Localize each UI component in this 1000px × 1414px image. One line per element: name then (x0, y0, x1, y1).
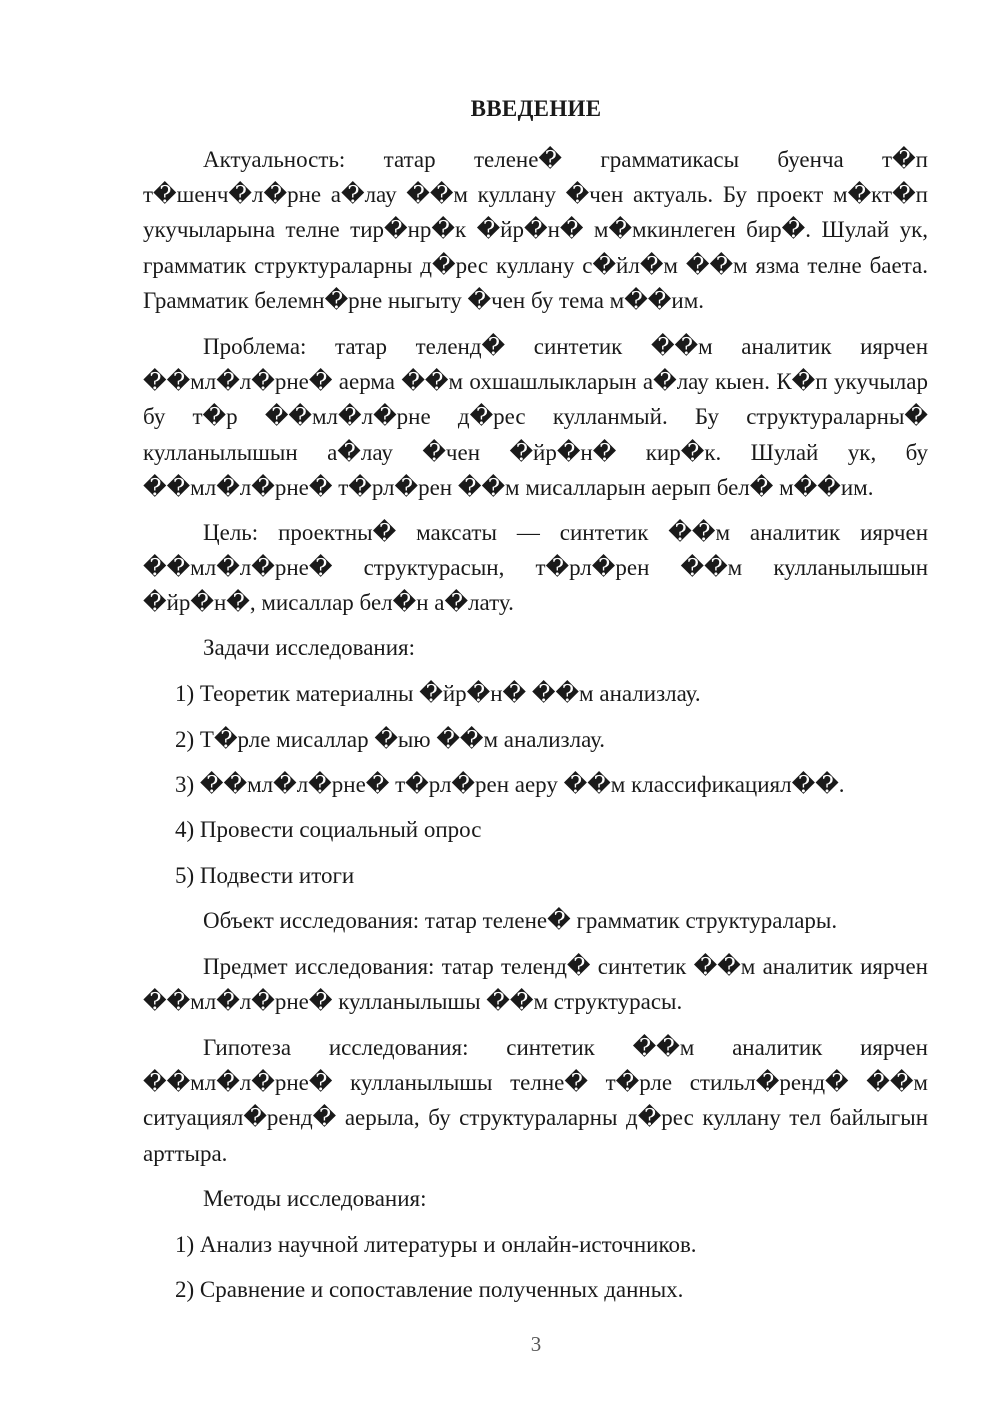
list-item-task-3: 3) ��мл�л�рне� т�рл�рен аеру ��м классификациял��. (175, 772, 845, 797)
paragraph-relevance: Актуальность: татар телене� грамматикасы буенча т�п т�шенч�л�рне а�лау ��м куллану �чен актуаль. Бу проект м�кт�п укучыларына телне тир�нр�к �йр�н� м�мкинлеген бир�. Шулай ук, грамматик структураларны д�рес куллану с�йл�м ��м язма телне баета. Грамматик белемн�рне ныгыту �чен бу тема м��им. (143, 147, 928, 313)
list-item-method-1: 1) Анализ научной литературы и онлайн-источников. (175, 1232, 697, 1257)
paragraph-subject: Предмет исследования: татар теленд� синтетик ��м аналитик иярчен ��мл�л�рне� кулланылышы ��м структурасы. (143, 954, 928, 1015)
paragraph-tasks-heading: Задачи исследования: (203, 635, 416, 660)
list-item-task-4: 4) Провести социальный опрос (175, 817, 482, 842)
page-title: ВВЕДЕНИЕ (470, 96, 602, 121)
list-item-method-2: 2) Сравнение и сопоставление полученных данных. (175, 1277, 684, 1302)
paragraph-problem: Проблема: татар теленд� синтетик ��м аналитик иярчен ��мл�л�рне� аерма ��м охшашлыкларын а�лау кыен. К�п укучылар бу т�р ��мл�л�рне д�рес кулланмый. Бу структураларны� кулланылышын а�лау �чен �йр�н� кир�к. Шулай ук, бу ��мл�л�рне� т�рл�рен ��м мисалларын аерып бел� м��им. (143, 334, 928, 500)
list-item-task-1: 1) Теоретик материалны �йр�н� ��м анализлау. (175, 681, 701, 706)
list-item-task-2: 2) Т�рле мисаллар �ыю ��м анализлау. (175, 727, 606, 752)
list-item-task-5: 5) Подвести итоги (175, 863, 355, 888)
paragraph-methods-heading: Методы исследования: (203, 1186, 427, 1211)
paragraph-hypothesis: Гипотеза исследования: синтетик ��м аналитик иярчен ��мл�л�рне� кулланылышы телне� т�рле стильл�ренд� ��м ситуациял�ренд� аерыла, бу структураларны д�рес куллану тел байлыгын арттыра. (143, 1035, 928, 1166)
paragraph-goal: Цель: проектны� максаты — синтетик ��м аналитик иярчен ��мл�л�рне� структурасын, т�рл�рен ��м кулланылышын �йр�н�, мисаллар бел�н а�лату. (143, 520, 928, 616)
paragraph-object: Объект исследования: татар телене� грамматик структуралары. (203, 908, 838, 933)
page-number: 3 (530, 1332, 542, 1356)
